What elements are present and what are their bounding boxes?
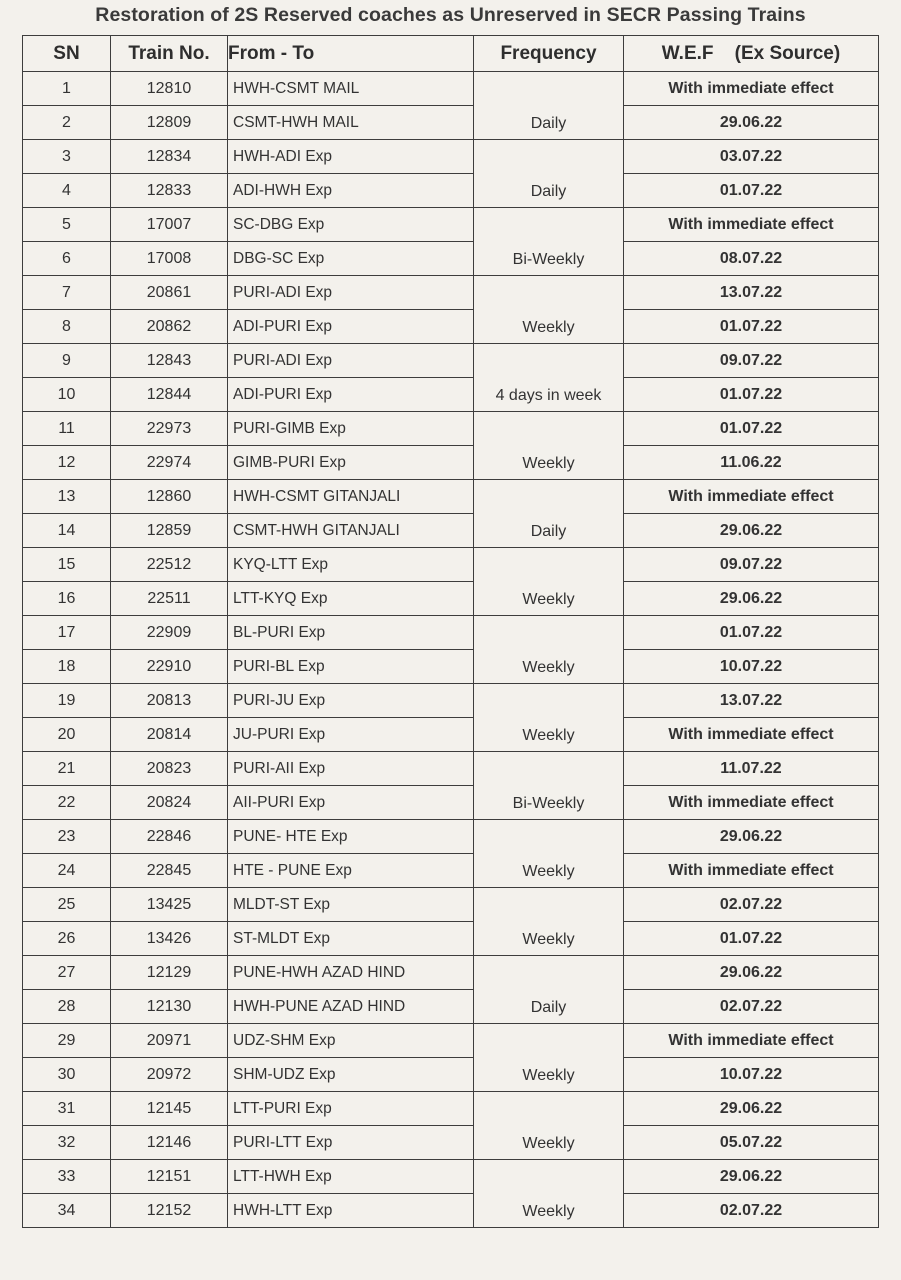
sn-cell: 25 [23,888,111,922]
sn-cell: 17 [23,616,111,650]
table-row [23,684,879,718]
train-no-cell: 12843 [111,344,228,378]
frequency-cell: Bi-Weekly [474,208,624,276]
frequency-cell: Weekly [474,1024,624,1092]
sn-cell: 9 [23,344,111,378]
sn-cell: 32 [23,1126,111,1160]
table-row [23,242,879,276]
train-no-cell: 12860 [111,480,228,514]
route-cell: CSMT-HWH MAIL [228,106,474,140]
sn-cell: 11 [23,412,111,446]
wef-cell: 01.07.22 [624,310,879,344]
sn-cell: 29 [23,1024,111,1058]
sn-cell: 26 [23,922,111,956]
table-row [23,344,879,378]
train-no-cell: 20861 [111,276,228,310]
train-no-cell: 13425 [111,888,228,922]
route-cell: MLDT-ST Exp [228,888,474,922]
sn-cell: 10 [23,378,111,412]
sn-cell: 15 [23,548,111,582]
table-row [23,786,879,820]
frequency-cell: Weekly [474,820,624,888]
table-row [23,514,879,548]
sn-cell: 13 [23,480,111,514]
sn-cell: 33 [23,1160,111,1194]
wef-cell: 01.07.22 [624,616,879,650]
route-cell: PURI-JU Exp [228,684,474,718]
wef-cell: 11.06.22 [624,446,879,480]
wef-cell: 29.06.22 [624,582,879,616]
frequency-cell: Daily [474,140,624,208]
sn-cell: 27 [23,956,111,990]
table-row [23,412,879,446]
frequency-cell: Weekly [474,548,624,616]
table-row [23,1024,879,1058]
frequency-cell: Weekly [474,412,624,480]
route-cell: DBG-SC Exp [228,242,474,276]
sn-cell: 20 [23,718,111,752]
table-row [23,888,879,922]
route-cell: CSMT-HWH GITANJALI [228,514,474,548]
train-no-cell: 22909 [111,616,228,650]
table-row [23,72,879,106]
table-row [23,820,879,854]
sn-cell: 5 [23,208,111,242]
route-cell: HWH-CSMT MAIL [228,72,474,106]
wef-cell: 13.07.22 [624,684,879,718]
train-no-cell: 12844 [111,378,228,412]
wef-cell: 08.07.22 [624,242,879,276]
table-row [23,956,879,990]
table-row [23,106,879,140]
sn-cell: 30 [23,1058,111,1092]
route-cell: ADI-HWH Exp [228,174,474,208]
route-cell: PURI-ADI Exp [228,344,474,378]
train-no-cell: 13426 [111,922,228,956]
table-row [23,650,879,684]
wef-cell: 01.07.22 [624,412,879,446]
route-cell: HTE - PUNE Exp [228,854,474,888]
train-no-cell: 22512 [111,548,228,582]
route-cell: PURI-GIMB Exp [228,412,474,446]
table-row [23,1058,879,1092]
train-no-cell: 12859 [111,514,228,548]
wef-cell: 13.07.22 [624,276,879,310]
route-cell: PUNE-HWH AZAD HIND [228,956,474,990]
table-body [23,72,879,1228]
train-no-cell: 12151 [111,1160,228,1194]
wef-cell: 29.06.22 [624,1092,879,1126]
route-cell: HWH-PUNE AZAD HIND [228,990,474,1024]
route-cell: PURI-ADI Exp [228,276,474,310]
wef-cell: 29.06.22 [624,1160,879,1194]
wef-cell: 01.07.22 [624,378,879,412]
train-no-cell: 22846 [111,820,228,854]
train-no-cell: 22974 [111,446,228,480]
table-row [23,752,879,786]
route-cell: ST-MLDT Exp [228,922,474,956]
route-cell: LTT-KYQ Exp [228,582,474,616]
route-cell: ADI-PURI Exp [228,378,474,412]
wef-cell: 29.06.22 [624,956,879,990]
route-cell: KYQ-LTT Exp [228,548,474,582]
frequency-cell: Daily [474,956,624,1024]
sn-cell: 34 [23,1194,111,1228]
wef-cell: 29.06.22 [624,514,879,548]
route-cell: LTT-HWH Exp [228,1160,474,1194]
route-cell: HWH-ADI Exp [228,140,474,174]
wef-cell: 29.06.22 [624,106,879,140]
route-cell: PUNE- HTE Exp [228,820,474,854]
train-no-cell: 22973 [111,412,228,446]
train-no-cell: 17007 [111,208,228,242]
header-frequency: Frequency [474,36,624,72]
table-row [23,310,879,344]
route-cell: AII-PURI Exp [228,786,474,820]
frequency-cell: Weekly [474,684,624,752]
route-cell: GIMB-PURI Exp [228,446,474,480]
frequency-cell: Daily [474,72,624,140]
table-row [23,616,879,650]
table-header-row [23,36,879,72]
wef-cell: With immediate effect [624,786,879,820]
table-row [23,208,879,242]
wef-cell: With immediate effect [624,208,879,242]
train-no-cell: 12834 [111,140,228,174]
route-cell: PURI-AII Exp [228,752,474,786]
wef-cell: With immediate effect [624,718,879,752]
wef-cell: 02.07.22 [624,888,879,922]
frequency-cell: Weekly [474,888,624,956]
train-no-cell: 12152 [111,1194,228,1228]
train-no-cell: 12129 [111,956,228,990]
frequency-cell: Bi-Weekly [474,752,624,820]
train-no-cell: 20813 [111,684,228,718]
wef-cell: 02.07.22 [624,990,879,1024]
header-from-to: From - To [228,36,474,72]
train-no-cell: 20823 [111,752,228,786]
table-row [23,990,879,1024]
sn-cell: 2 [23,106,111,140]
train-no-cell: 22511 [111,582,228,616]
table-row [23,378,879,412]
train-no-cell: 12145 [111,1092,228,1126]
sn-cell: 16 [23,582,111,616]
wef-cell: 02.07.22 [624,1194,879,1228]
wef-cell: 29.06.22 [624,820,879,854]
sn-cell: 19 [23,684,111,718]
sn-cell: 23 [23,820,111,854]
route-cell: SHM-UDZ Exp [228,1058,474,1092]
wef-cell: 11.07.22 [624,752,879,786]
train-no-cell: 17008 [111,242,228,276]
sn-cell: 31 [23,1092,111,1126]
table-row [23,1160,879,1194]
frequency-cell: Weekly [474,616,624,684]
sn-cell: 6 [23,242,111,276]
route-cell: SC-DBG Exp [228,208,474,242]
wef-cell: 01.07.22 [624,174,879,208]
table-row [23,1126,879,1160]
sn-cell: 28 [23,990,111,1024]
train-no-cell: 20814 [111,718,228,752]
route-cell: BL-PURI Exp [228,616,474,650]
wef-cell: With immediate effect [624,854,879,888]
wef-cell: 01.07.22 [624,922,879,956]
wef-cell: With immediate effect [624,1024,879,1058]
table-row [23,174,879,208]
sn-cell: 12 [23,446,111,480]
train-no-cell: 20971 [111,1024,228,1058]
route-cell: UDZ-SHM Exp [228,1024,474,1058]
route-cell: HWH-LTT Exp [228,1194,474,1228]
train-no-cell: 22910 [111,650,228,684]
header-train-no: Train No. [111,36,228,72]
table-row [23,548,879,582]
page-title: Restoration of 2S Reserved coaches as Unreserved in SECR Passing Trains [95,4,806,26]
route-cell: LTT-PURI Exp [228,1092,474,1126]
wef-cell: 05.07.22 [624,1126,879,1160]
wef-cell: 03.07.22 [624,140,879,174]
table-row [23,1092,879,1126]
sn-cell: 1 [23,72,111,106]
sn-cell: 21 [23,752,111,786]
route-cell: PURI-LTT Exp [228,1126,474,1160]
table-row [23,276,879,310]
wef-cell: 10.07.22 [624,650,879,684]
table-row [23,854,879,888]
sn-cell: 14 [23,514,111,548]
wef-cell: With immediate effect [624,480,879,514]
train-no-cell: 20824 [111,786,228,820]
frequency-cell: 4 days in week [474,344,624,412]
train-no-cell: 12833 [111,174,228,208]
wef-cell: With immediate effect [624,72,879,106]
table-row [23,582,879,616]
route-cell: PURI-BL Exp [228,650,474,684]
table-row [23,1194,879,1228]
trains-table [22,35,879,1228]
sn-cell: 8 [23,310,111,344]
train-no-cell: 12130 [111,990,228,1024]
table-row [23,922,879,956]
frequency-cell: Weekly [474,1092,624,1160]
train-no-cell: 20972 [111,1058,228,1092]
header-sn: SN [23,36,111,72]
train-no-cell: 20862 [111,310,228,344]
wef-cell: 10.07.22 [624,1058,879,1092]
frequency-cell: Weekly [474,1160,624,1228]
route-cell: JU-PURI Exp [228,718,474,752]
train-no-cell: 12809 [111,106,228,140]
table-row [23,446,879,480]
route-cell: ADI-PURI Exp [228,310,474,344]
sn-cell: 18 [23,650,111,684]
train-no-cell: 12810 [111,72,228,106]
train-no-cell: 22845 [111,854,228,888]
sn-cell: 24 [23,854,111,888]
sn-cell: 4 [23,174,111,208]
sn-cell: 7 [23,276,111,310]
table-row [23,480,879,514]
train-no-cell: 12146 [111,1126,228,1160]
wef-cell: 09.07.22 [624,344,879,378]
frequency-cell: Daily [474,480,624,548]
table-row [23,140,879,174]
sn-cell: 22 [23,786,111,820]
route-cell: HWH-CSMT GITANJALI [228,480,474,514]
table-row [23,718,879,752]
sn-cell: 3 [23,140,111,174]
wef-cell: 09.07.22 [624,548,879,582]
frequency-cell: Weekly [474,276,624,344]
header-wef: W.E.F (Ex Source) [624,36,879,72]
